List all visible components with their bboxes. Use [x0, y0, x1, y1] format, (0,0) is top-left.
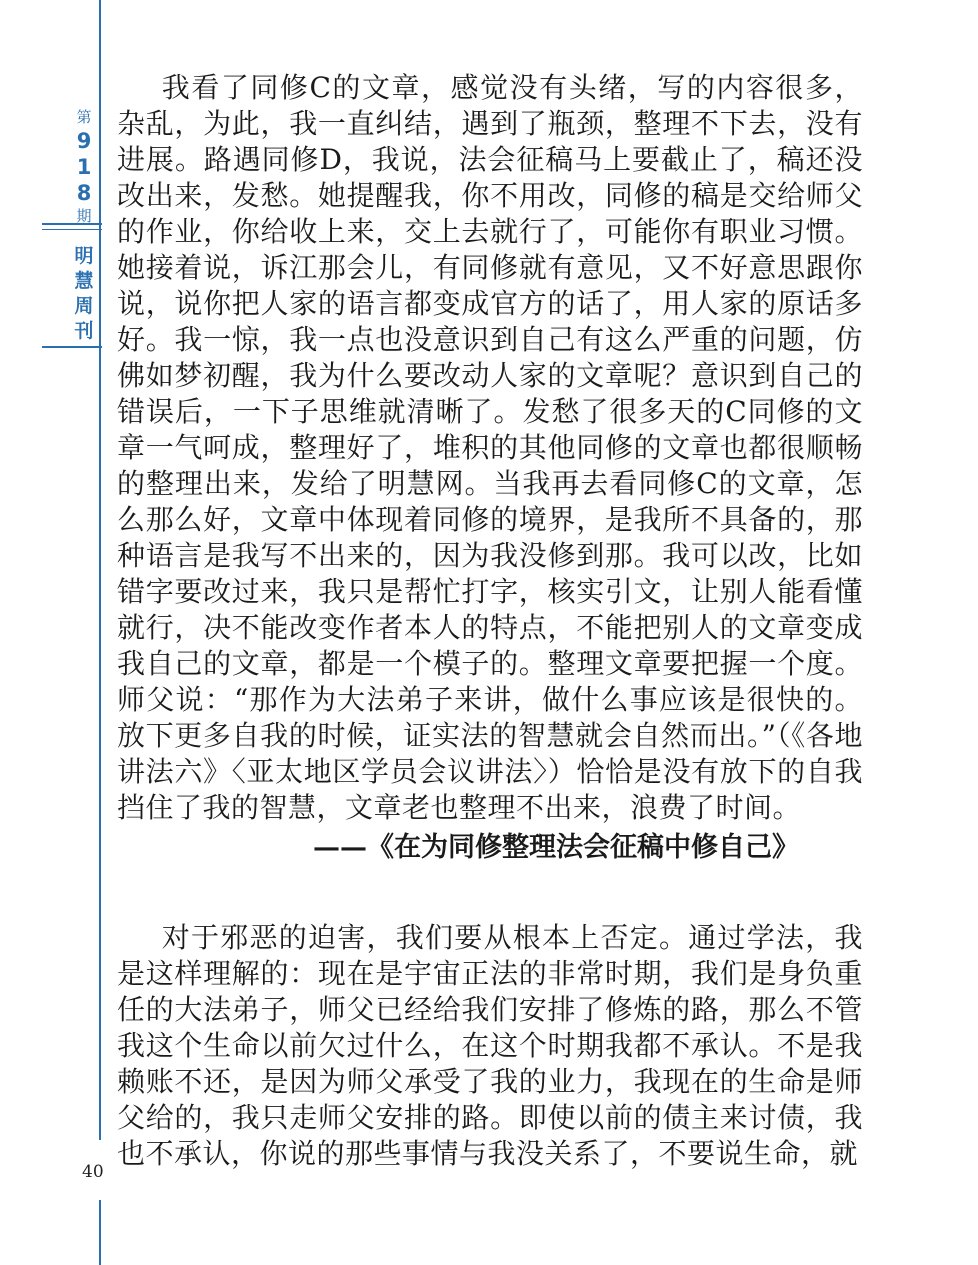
article-paragraph-2: 对于邪恶的迫害，我们要从根本上否定。通过学法，我是这样理解的：现在是宇宙正法的非常时期，我们是身负重任的大法弟子，师父已经给我们安排了修炼的路，那么不管我这个生命以前欠过什么，在这个时期我都不承认。不是我赖账不还，是因为师父承受了我的业力，我现在的生命是师父给的，我只走师父安排的路。即使以前的债主来讨债，我也不承认，你说的那些事情与我没关系了，不要说生命，就: [117, 921, 863, 1170]
issue-digit: 9: [76, 129, 92, 153]
issue-number: [62, 110, 106, 230]
section-gap: [117, 866, 863, 920]
issue-digit: 1: [76, 155, 92, 179]
magazine-title: [64, 244, 104, 344]
article-paragraph-1: 我看了同修C的文章，感觉没有头绪，写的内容很多，杂乱，为此，我一直纠结，遇到了瓶颈，整理不下去，没有进展。路遇同修D，我说，法会征稿马上要截止了，稿还没改出来，发愁。她提醒我，你不用改，同修的稿是交给师父的作业，你给收上来，交上去就行了，可能你有职业习惯。她接着说，诉江那会儿，有同修就有意见，又不好意思跟你说，说你把人家的语言都变成官方的话了，用人家的原话多好。我一惊，我一点也没意识到自己有这么严重的问题，仿佛如梦初醒，我为什么要改动人家的文章呢？意识到自己的错误后，一下子思维就清晰了。发愁了很多天的C同修的文章一气呵成，整理好了，堆积的其他同修的文章也都很顺畅的整理出来，发给了明慧网。当我再去看同修C的文章，怎么那么好，文章中体现着同修的境界，是我所不具备的，那种语言是我写不出来的，因为我没修到那。我可以改，比如错字要改过来，我只是帮忙打字，核实引文，让别人能看懂就行，决不能改变作者本人的特点，不能把别人的文章变成我自己的文章，都是一个模子的。整理文章要把握一个度。师父说：“那作为大法弟子来讲，做什么事应该是很快的。放下更多自我的时候，证实法的智慧就会自然而出。”（《各地讲法六》〈亚太地区学员会议讲法〉）恰恰是没有放下的自我挡住了我的智慧，文章老也整理不出来，浪费了时间。: [117, 71, 863, 824]
margin-rule-lower: [99, 1200, 101, 1265]
magazine-char: 刊: [74, 320, 94, 342]
magazine-char: 周: [74, 295, 94, 317]
issue-prefix: 第: [76, 108, 92, 126]
article-body: [117, 70, 863, 1172]
magazine-char: 慧: [74, 270, 94, 292]
magazine-char: 明: [74, 245, 94, 267]
issue-suffix: 期: [76, 207, 92, 225]
sidebar-divider-bottom: [42, 346, 102, 348]
issue-digit: 8: [76, 181, 92, 205]
article-source-title: ——《在为同修整理法会征稿中修自己》: [313, 832, 799, 863]
page-number: 40: [82, 1162, 104, 1182]
